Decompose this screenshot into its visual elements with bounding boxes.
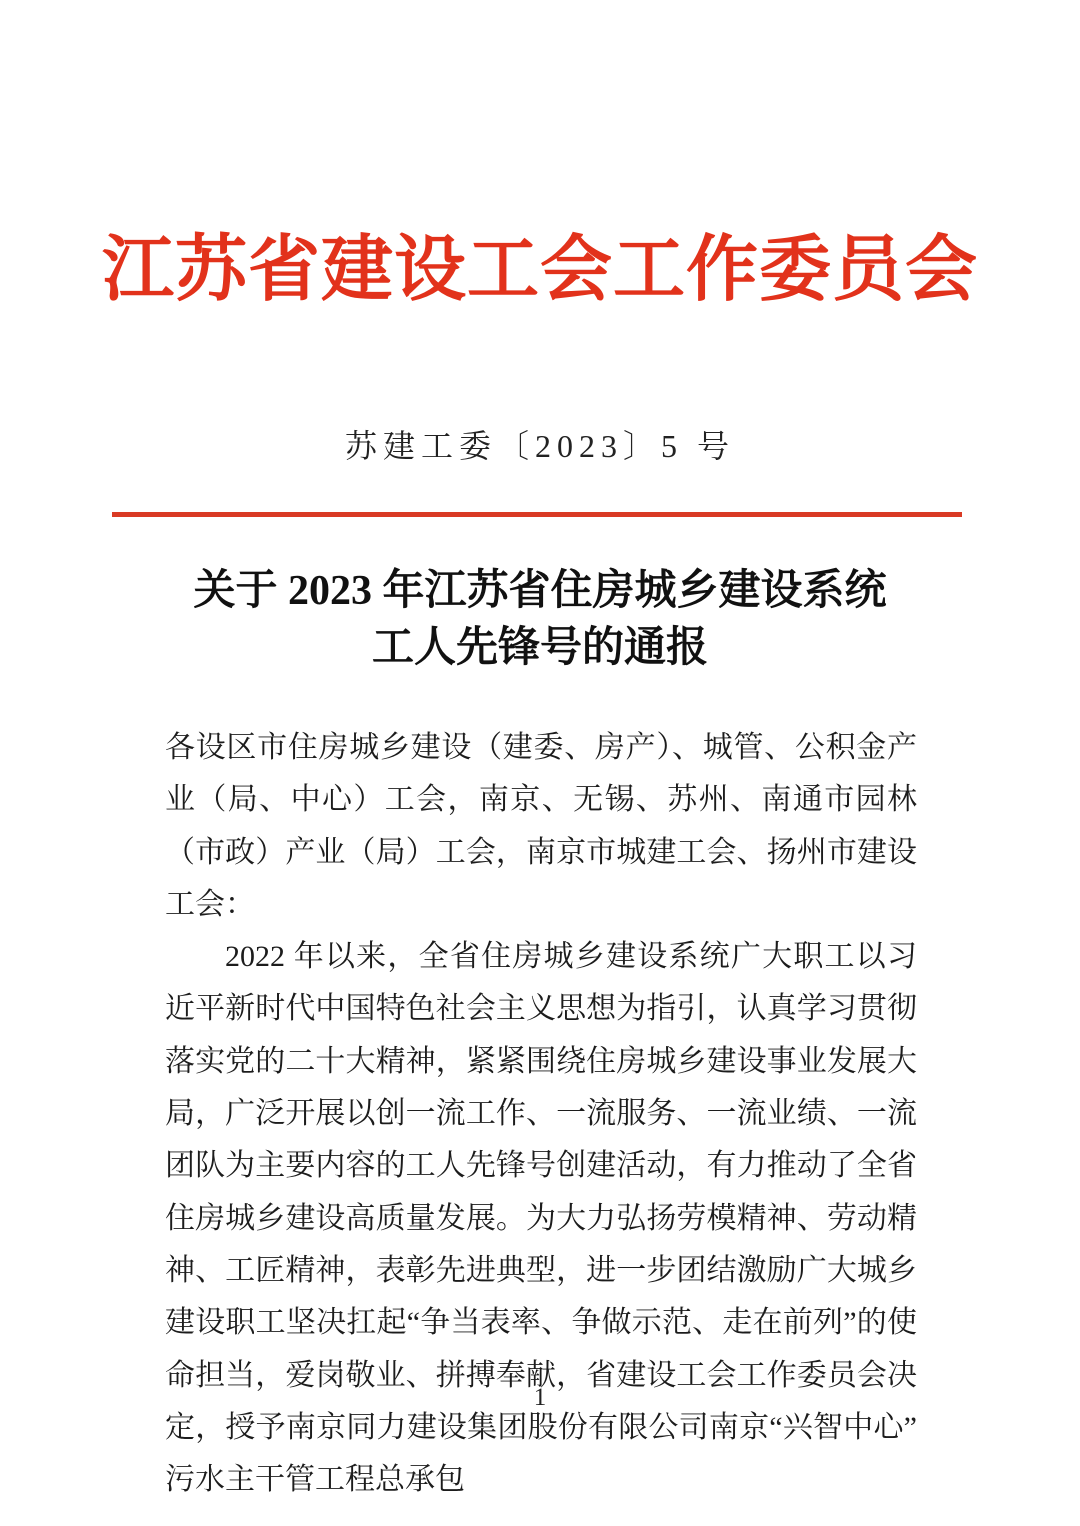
document-number: 苏建工委〔2023〕5 号 <box>344 428 735 464</box>
document-title-line1: 关于 2023 年江苏省住房城乡建设系统 <box>193 568 887 614</box>
page-number: 1 <box>533 1384 547 1411</box>
document-title-line2: 工人先锋号的通报 <box>371 625 708 671</box>
masthead-title: 江苏省建设工会工作委员会 <box>101 230 978 310</box>
recipients-paragraph: 各设区市住房城乡建设（建委、房产）、城管、公积金产业（局、中心）工会，南京、无锡、苏州、南通市园林（市政）产业（局）工会，南京市城建工会、扬州市建设工会： <box>165 731 917 921</box>
main-body-paragraph: 2022 年以来，全省住房城乡建设系统广大职工以习近平新时代中国特色社会主义思想为指引，认真学习贯彻落实党的二十大精神，紧紧围绕住房城乡建设事业发展大局，广泛开展以创一流工作、一流服务、一流业绩、一流团队为主要内容的工人先锋号创建活动，有力推动了全省住房城乡建设高质量发展。为大力弘扬劳模精神、劳动精神、工匠精神，表彰先进典型，进一步团结激励广大城乡建设职工坚决扛起“争当表率、争做示范、走在前列”的使命担当，爱岗敬业、拼搏奉献，省建设工会工作委员会决定，授予南京同力建设集团股份有限公司南京“兴智中心”污水主干管工程总承包 <box>165 940 917 1497</box>
red-divider-line <box>112 512 962 517</box>
document-title <box>0 563 1080 677</box>
